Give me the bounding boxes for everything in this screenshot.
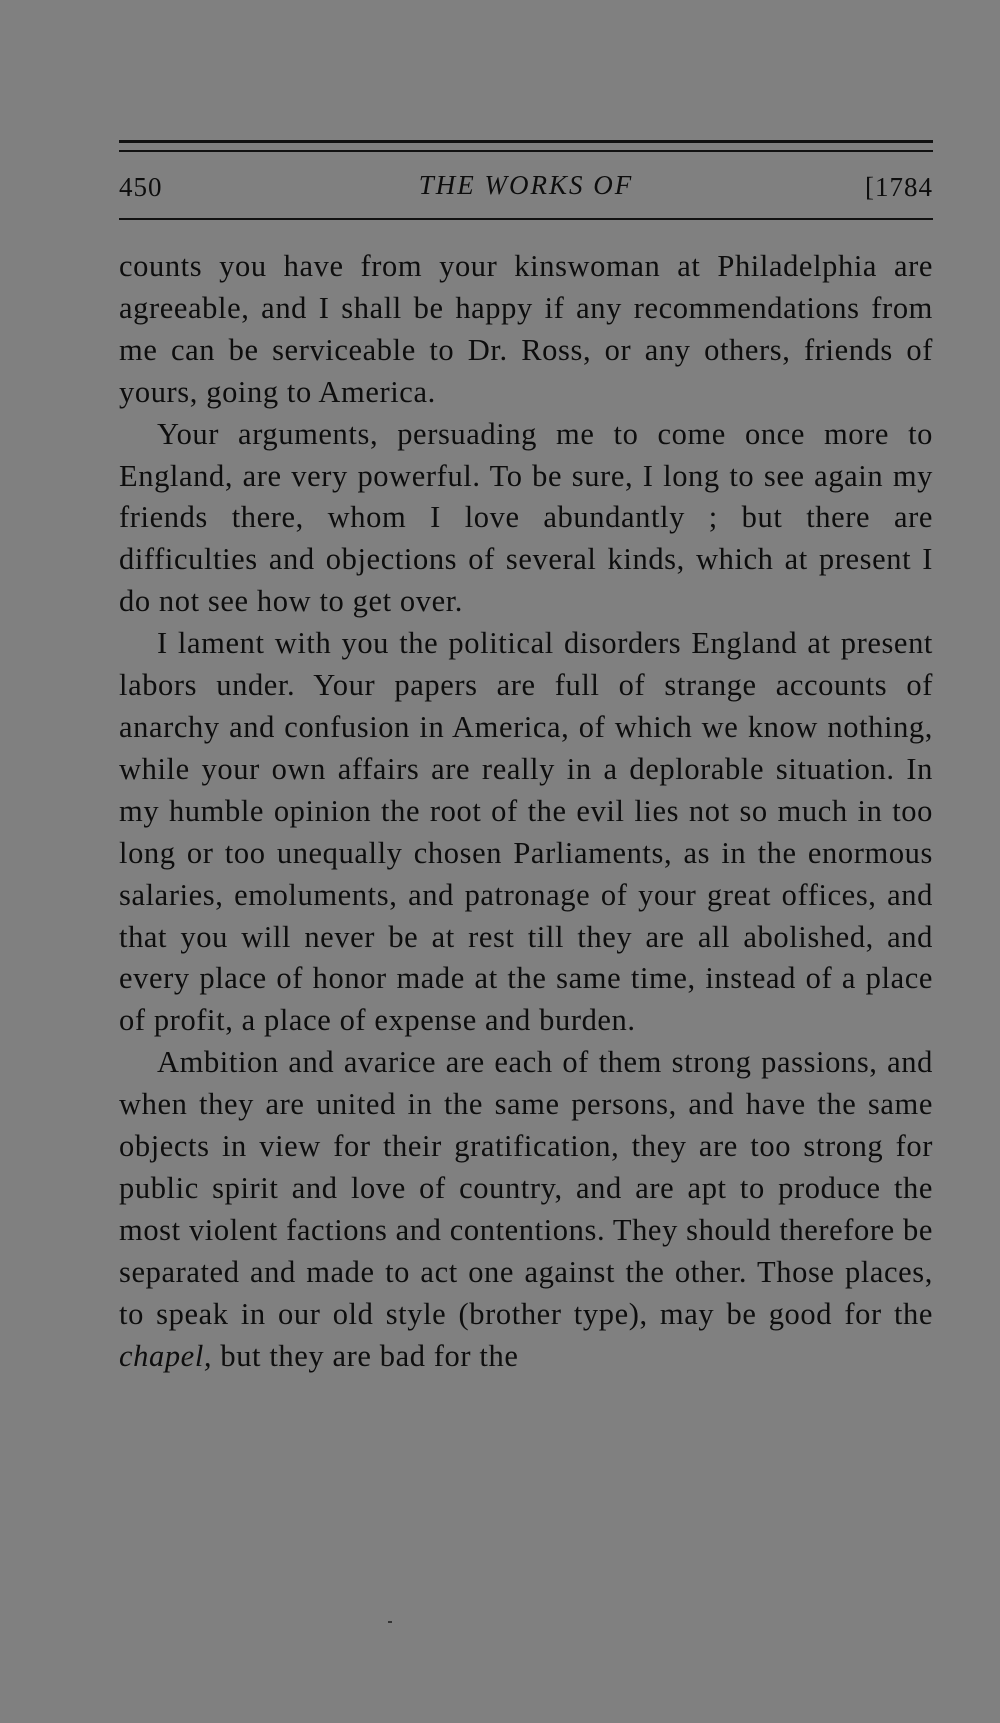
paragraph-4-tail: but they are bad for the	[212, 1338, 519, 1373]
body-text	[119, 246, 933, 1377]
top-rule-thin	[119, 150, 933, 152]
paragraph-1: counts you have from your kinswoman at Philadelphia are agreeable, and I shall be happy if any recommendations from me can be serviceable to Dr. Ross, or any others, friends of yours, going to America.	[119, 249, 933, 409]
paragraph-4	[119, 1042, 933, 1377]
italic-word: chapel,	[119, 1338, 213, 1373]
head-rule	[119, 218, 933, 220]
paragraph-4-text: Ambition and avarice are each of them strong passions, and when they are united in the same persons, and have the same objects in view for their gratification, they are too strong for public spirit and love of country, and are apt to produce the most violent factions and contentions. They should therefore be separated and made to act one against the other. Those places, to speak in our old style (brother type), may be good for the	[119, 1045, 933, 1331]
page-number: 450	[119, 172, 163, 202]
paragraph-3: I lament with you the political disorders England at present labors under. Your papers are full of strange accounts of anarchy and confusion in America, of which we know nothing, while your own affairs are really in a deplorable situation. In my humble opinion the root of the evil lies not so much in too long or too unequally chosen Parliaments, as in the enormous salaries, emoluments, and patronage of your great offices, and that you will never be at rest till they are all abolished, and every place of honor made at the same time, instead of a place of profit, a place of expense and burden.	[119, 626, 933, 1038]
scan-speck	[388, 1621, 392, 1623]
top-rule	[119, 140, 933, 143]
running-head	[119, 166, 933, 218]
running-year: [1784	[865, 172, 933, 202]
running-title: THE WORKS OF	[418, 170, 634, 200]
book-page	[119, 140, 933, 1377]
paragraph-2: Your arguments, persuading me to come once more to England, are very powerful. To be sure, I long to see again my friends there, whom I love abundantly ; but there are difficulties and objections of several kinds, which at present I do not see how to get over.	[119, 416, 933, 619]
